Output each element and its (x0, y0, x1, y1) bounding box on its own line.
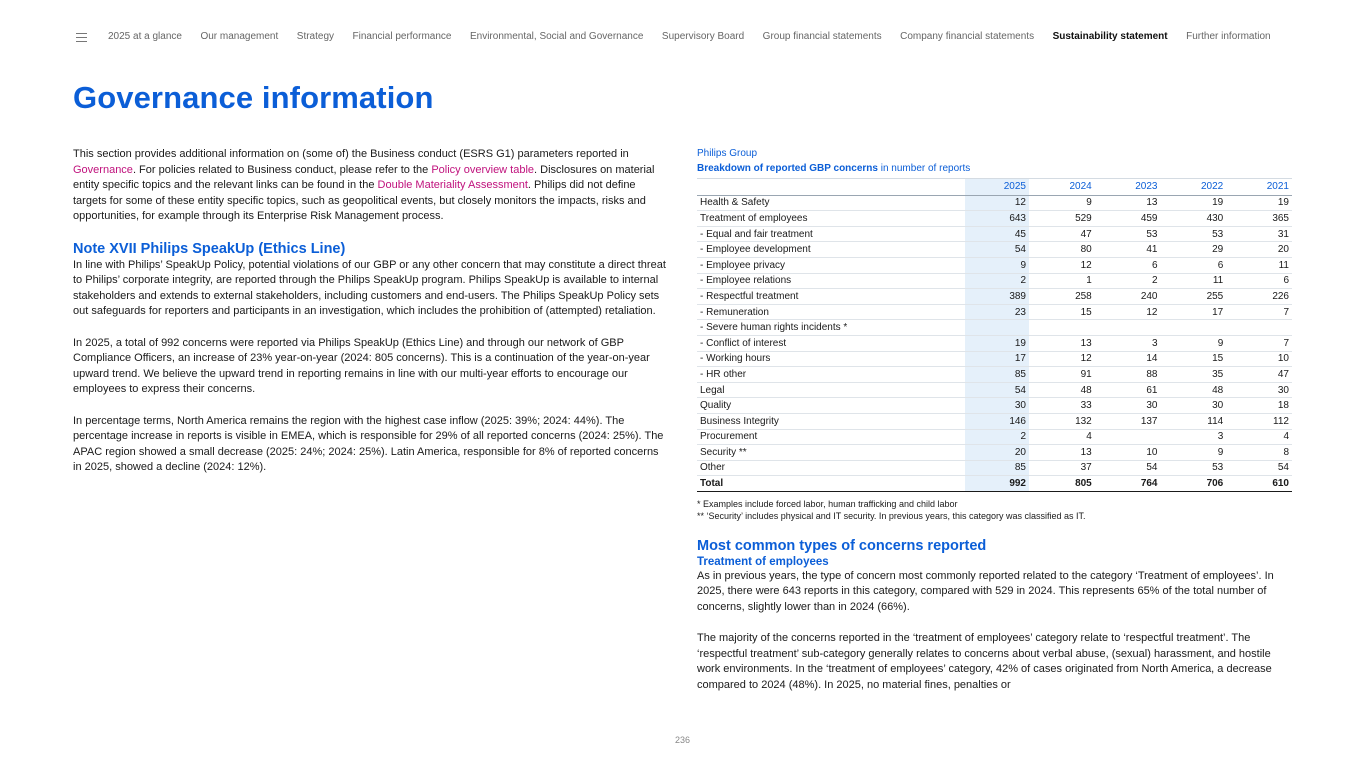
nav-item-strategy[interactable]: Strategy (296, 31, 335, 42)
table-cell: 41 (1095, 242, 1161, 258)
table-cell: 4 (1226, 429, 1292, 445)
table-row-label: - Remuneration (697, 304, 965, 320)
table-cell: 31 (1226, 226, 1292, 242)
note-heading: Note XVII Philips SpeakUp (Ethics Line) (73, 240, 346, 257)
table-cell: 6 (1095, 257, 1161, 273)
table-row (697, 367, 1292, 383)
nav-item-company-financial-statements[interactable]: Company financial statements (900, 31, 1035, 42)
nav-item-sustainability-statement[interactable]: Sustainability statement (1052, 31, 1168, 42)
table-cell: 53 (1161, 460, 1227, 476)
table-row-label: - Employee development (697, 242, 965, 258)
intro-text-2: . For policies related to Business conduct, please refer to the (132, 163, 432, 176)
table-total-cell: 706 (1161, 476, 1227, 492)
table-cell: 2 (965, 273, 1029, 289)
table-cell: 7 (1226, 304, 1292, 320)
table-cell (1029, 320, 1095, 336)
table-cell: 365 (1226, 211, 1292, 227)
table-cell: 47 (1226, 367, 1292, 383)
table-header-label (697, 179, 965, 196)
table-row-label: Legal (697, 382, 965, 398)
table-header-cell: 2024 (1029, 179, 1095, 196)
table-cell: 2 (965, 429, 1029, 445)
table-cell: 11 (1161, 273, 1227, 289)
table-cell: 240 (1095, 289, 1161, 305)
table-cell: 54 (965, 242, 1029, 258)
table-cell: 7 (1226, 335, 1292, 351)
table-cell: 17 (1161, 304, 1227, 320)
table-cell: 30 (1161, 398, 1227, 414)
table-org-label: Philips Group (697, 148, 758, 159)
table-cell: 61 (1095, 382, 1161, 398)
table-cell: 132 (1029, 413, 1095, 429)
right-column (697, 147, 1292, 709)
table-cell: 4 (1029, 429, 1095, 445)
table-cell: 114 (1161, 413, 1227, 429)
concerns-total-paragraph: In 2025, a total of 992 concerns were reported via Philips SpeakUp (Ethics Line) and through our network of GBP Compliance Officers, an increase of 23% year-on-year (2024: 805 concerns). This is a continuation of the year-on-year upward trend. We believe the upward trend in reporting remains in line with our multi-year efforts to encourage our employees to express their concerns. (73, 336, 650, 396)
table-row-label: - Severe human rights incidents * (697, 320, 965, 336)
table-cell: 80 (1029, 242, 1095, 258)
nav-item-2025-at-a-glance[interactable]: 2025 at a glance (108, 31, 182, 42)
treatment-paragraph-1: As in previous years, the type of concern most commonly reported related to the category ‘Treatment of employees’. In 2025, there were 643 reports in this category, compared with 529 in 2024. This represents 65% of the total number of concerns, slightly lower than in 2024 (66%). (697, 569, 1274, 614)
table-row-label: Quality (697, 398, 965, 414)
table-cell (1226, 320, 1292, 336)
table-cell (965, 320, 1029, 336)
table-row (697, 445, 1292, 461)
table-cell: 23 (965, 304, 1029, 320)
table-cell: 54 (965, 382, 1029, 398)
table-row (697, 195, 1292, 211)
table-cell (1161, 320, 1227, 336)
table-cell: 430 (1161, 211, 1227, 227)
table-header-cell: 2022 (1161, 179, 1227, 196)
table-total-cell: 992 (965, 476, 1029, 492)
table-total-cell: 805 (1029, 476, 1095, 492)
gbp-concerns-table (697, 178, 1292, 492)
table-row (697, 257, 1292, 273)
page-title: Governance information (73, 80, 434, 115)
table-cell: 53 (1095, 226, 1161, 242)
table-cell: 13 (1095, 195, 1161, 211)
table-row (697, 429, 1292, 445)
policy-overview-table-link[interactable]: Policy overview table (431, 163, 535, 176)
table-cell: 12 (965, 195, 1029, 211)
table-cell: 29 (1161, 242, 1227, 258)
table-cell (1095, 429, 1161, 445)
top-navigation (0, 0, 1365, 74)
table-total-row (697, 476, 1292, 492)
table-cell: 85 (965, 460, 1029, 476)
table-cell: 53 (1161, 226, 1227, 242)
table-cell: 12 (1029, 257, 1095, 273)
table-cell: 3 (1161, 429, 1227, 445)
table-header-cell: 2023 (1095, 179, 1161, 196)
table-cell: 459 (1095, 211, 1161, 227)
table-row-label: - Employee privacy (697, 257, 965, 273)
table-row-label: Health & Safety (697, 195, 965, 211)
table-row-label: - Conflict of interest (697, 335, 965, 351)
table-cell: 47 (1029, 226, 1095, 242)
table-cell: 137 (1095, 413, 1161, 429)
table-cell: 529 (1029, 211, 1095, 227)
table-cell: 146 (965, 413, 1029, 429)
regional-paragraph: In percentage terms, North America remains the region with the highest case inflow (2025: 39%; 2024: 44%). The percentage increase in reports is visible in EMEA, which is responsible for 29% of all reported concerns (2024: 25%). The APAC region showed a small decrease (2025: 24%; 2024: 25%). Latin America, responsible for 8% of reported concerns in 2025, showed a decline (2024: 12%). (73, 414, 664, 474)
table-cell: 13 (1029, 445, 1095, 461)
table-cell: 8 (1226, 445, 1292, 461)
left-column (73, 147, 669, 491)
footnote-2: ** ‘Security’ includes physical and IT security. In previous years, this category was classified as IT. (697, 510, 1086, 521)
table-row (697, 273, 1292, 289)
table-cell: 11 (1226, 257, 1292, 273)
table-cell: 6 (1226, 273, 1292, 289)
table-row (697, 398, 1292, 414)
table-total-label: Total (697, 476, 965, 492)
table-header-cell: 2021 (1226, 179, 1292, 196)
table-cell: 643 (965, 211, 1029, 227)
table-cell: 10 (1226, 351, 1292, 367)
nav-item-further-information[interactable]: Further information (1186, 31, 1271, 42)
table-row (697, 304, 1292, 320)
table-cell: 17 (965, 351, 1029, 367)
table-cell: 48 (1029, 382, 1095, 398)
footnote-1: * Examples include forced labor, human trafficking and child labor (697, 498, 958, 509)
table-cell: 9 (1161, 445, 1227, 461)
table-cell: 30 (1095, 398, 1161, 414)
table-cell: 37 (1029, 460, 1095, 476)
treatment-paragraph-2: The majority of the concerns reported in the ‘treatment of employees’ category relate to ‘respectful treatment’. The ‘respectful treatment’ sub-category generally relates to concerns about verbal abuse, (sexual) harassment, and hostile work environments. In the ‘treatment of employees’ category, 42% of cases originated from North America, a decrease compared to 2024 (48%). In 2025, no material fines, penalties or (697, 632, 1272, 692)
table-cell: 18 (1226, 398, 1292, 414)
table-row (697, 211, 1292, 227)
table-cell: 30 (965, 398, 1029, 414)
double-materiality-assessment-link[interactable]: Double Materiality Assessment (377, 179, 528, 192)
table-cell: 88 (1095, 367, 1161, 383)
table-cell: 2 (1095, 273, 1161, 289)
table-row-label: Treatment of employees (697, 211, 965, 227)
table-row (697, 335, 1292, 351)
intro-paragraph (73, 147, 669, 225)
table-row (697, 413, 1292, 429)
table-row-label: Procurement (697, 429, 965, 445)
right-text (697, 569, 1292, 694)
table-cell: 15 (1029, 304, 1095, 320)
table-cell: 1 (1029, 273, 1095, 289)
table-cell: 85 (965, 367, 1029, 383)
table-row (697, 382, 1292, 398)
table-row-label: Other (697, 460, 965, 476)
table-row (697, 351, 1292, 367)
table-cell: 13 (1029, 335, 1095, 351)
table-row (697, 242, 1292, 258)
governance-link[interactable]: Governance (73, 163, 133, 176)
table-total-cell: 764 (1095, 476, 1161, 492)
table-row (697, 320, 1292, 336)
nav-item-group-financial-statements[interactable]: Group financial statements (762, 31, 882, 42)
table-caption-unit: in number of reports (877, 162, 971, 174)
table-row (697, 289, 1292, 305)
page-number: 236 (674, 735, 691, 745)
table-row-label: - HR other (697, 367, 965, 383)
intro-text-3: . Disclosures on material entity specific topics and the relevant links can be found in the (73, 163, 655, 192)
table-row-label: Security ** (697, 445, 965, 461)
table-row (697, 460, 1292, 476)
table-row-label: - Equal and fair treatment (697, 226, 965, 242)
table-cell: 112 (1226, 413, 1292, 429)
section-heading: Most common types of concerns reported (697, 537, 987, 554)
table-cell: 54 (1095, 460, 1161, 476)
table-cell: 20 (1226, 242, 1292, 258)
nav-item-our-management[interactable]: Our management (200, 31, 279, 42)
table-cell: 20 (965, 445, 1029, 461)
table-cell: 91 (1029, 367, 1095, 383)
table-cell: 389 (965, 289, 1029, 305)
table-row-label: Business Integrity (697, 413, 965, 429)
table-cell: 6 (1161, 257, 1227, 273)
table-cell: 48 (1161, 382, 1227, 398)
table-cell: 54 (1226, 460, 1292, 476)
table-cell: 12 (1095, 304, 1161, 320)
table-cell: 15 (1161, 351, 1227, 367)
table-caption-bold: Breakdown of reported GBP concerns (697, 162, 878, 174)
table-cell: 33 (1029, 398, 1095, 414)
nav-item-financial-performance[interactable]: Financial performance (352, 31, 452, 42)
table-row-label: - Working hours (697, 351, 965, 367)
table-cell: 14 (1095, 351, 1161, 367)
table-cell: 19 (1226, 195, 1292, 211)
table-cell: 12 (1029, 351, 1095, 367)
table-cell (1095, 320, 1161, 336)
table-cell: 9 (1029, 195, 1095, 211)
nav-links (108, 31, 1289, 42)
table-row-label: - Employee relations (697, 273, 965, 289)
table-header-row (697, 179, 1292, 196)
table-cell: 255 (1161, 289, 1227, 305)
table-header-cell: 2025 (965, 179, 1029, 196)
section-subheading: Treatment of employees (697, 555, 829, 568)
table-cell: 45 (965, 226, 1029, 242)
table-footnotes (697, 498, 1292, 522)
table-cell: 9 (1161, 335, 1227, 351)
table-cell: 3 (1095, 335, 1161, 351)
speakup-paragraph: In line with Philips’ SpeakUp Policy, potential violations of our GBP or any other concern that may constitute a direct threat to Philips’ corporate integrity, are reported through the Philips SpeakUp program. Philips SpeakUp is available to internal stakeholders and extends to external stakeholders, including customers and end-users. The Philips SpeakUp Policy sets out safeguards for reporters and participants in an investigation, which includes the prohibition of (attempted) retaliation. (73, 258, 666, 318)
table-row (697, 226, 1292, 242)
nav-item-supervisory-board[interactable]: Supervisory Board (661, 31, 745, 42)
intro-text-1: This section provides additional information on (some of) the Business conduct (ESRS G1) parameters reported in (73, 148, 629, 160)
table-cell: 19 (965, 335, 1029, 351)
table-caption (697, 162, 1292, 177)
table-total-cell: 610 (1226, 476, 1292, 492)
table-cell: 30 (1226, 382, 1292, 398)
hamburger-menu-icon[interactable] (76, 33, 87, 42)
table-row-label: - Respectful treatment (697, 289, 965, 305)
table-cell: 10 (1095, 445, 1161, 461)
table-cell: 19 (1161, 195, 1227, 211)
table-cell: 258 (1029, 289, 1095, 305)
table-cell: 226 (1226, 289, 1292, 305)
intro-text-4: . Philips did not define targets for some of these entity specific topics, such as geopolitical events, but closely monitors the impacts, risks and opportunities, for example through its Enterprise Risk Management process. (73, 179, 646, 223)
table-cell: 9 (965, 257, 1029, 273)
table-cell: 35 (1161, 367, 1227, 383)
nav-item-esg[interactable]: Environmental, Social and Governance (469, 31, 644, 42)
